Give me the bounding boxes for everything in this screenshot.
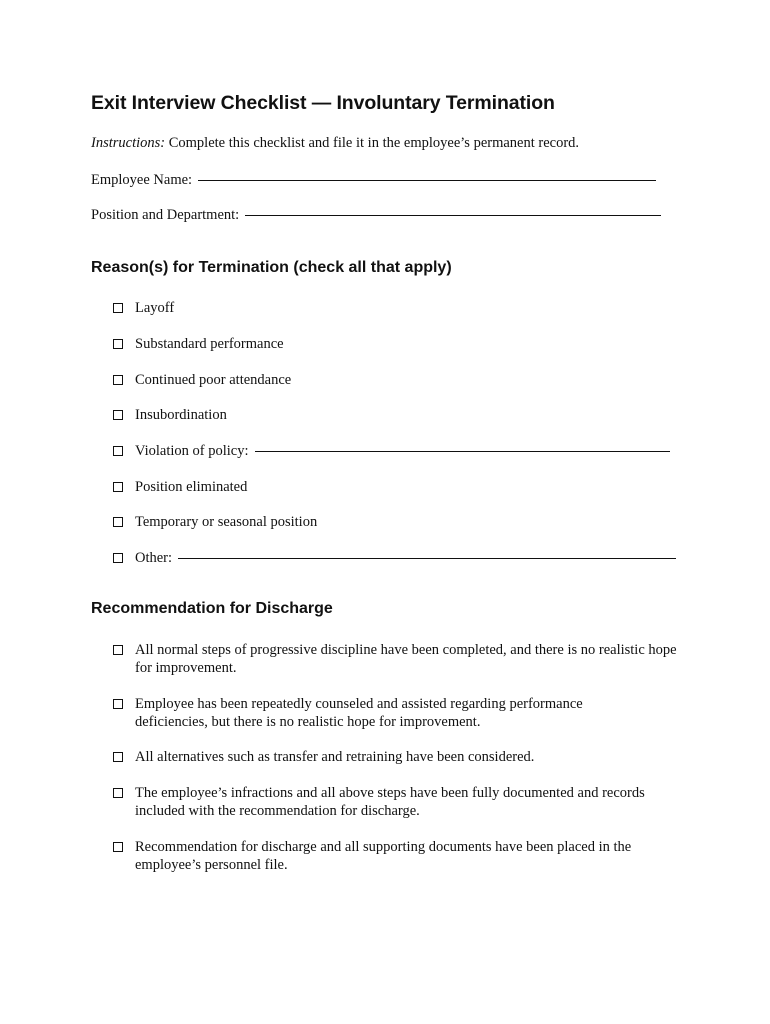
reason-label: Insubordination [135,407,227,423]
reason-item-poor-attendance [113,371,291,389]
position-department-input-line[interactable] [245,214,661,216]
reason-label: Continued poor attendance [135,372,292,388]
recommendation-checkbox-counseled[interactable] [113,699,123,709]
reason-checkbox-temporary-seasonal[interactable] [113,517,123,527]
reason-label: Violation of policy: [135,443,249,459]
recommendation-item-documented [113,784,680,820]
reason-item-violation-of-policy [113,442,670,460]
recommendation-item-alternatives [113,748,680,766]
reason-checkbox-insubordination[interactable] [113,410,123,420]
recommendation-label: All alternatives such as transfer and retraining have been considered. [135,749,535,765]
reason-label: Position eliminated [135,479,248,495]
reason-text-wrap [135,442,670,460]
recommendation-label: Recommendation for discharge and all supporting documents have been placed in the employee’s personnel file. [135,839,632,873]
recommendation-label: The employee’s infractions and all above steps have been fully documented and records included with the recommendation for discharge. [135,785,645,819]
reason-text-wrap [135,549,676,567]
reasons-heading: Reason(s) for Termination (check all that apply) [91,259,452,276]
reason-label: Temporary or seasonal position [135,514,318,530]
reason-checkbox-violation-of-policy[interactable] [113,446,123,456]
reason-checkbox-substandard-performance[interactable] [113,339,123,349]
employee-name-input-line[interactable] [198,179,656,181]
reason-item-position-eliminated [113,478,247,496]
reason-item-insubordination [113,406,227,424]
reason-item-layoff [113,299,174,317]
recommendation-heading: Recommendation for Discharge [91,600,333,617]
reason-checkbox-layoff[interactable] [113,303,123,313]
reason-checkbox-other[interactable] [113,553,123,563]
position-department-label: Position and Department: [91,207,240,223]
instructions-lead: Instructions: [91,135,166,151]
recommendation-checkbox-personnel-file[interactable] [113,842,123,852]
reason-label: Other: [135,550,173,566]
recommendation-item-progressive-discipline [113,641,680,677]
position-department-field [91,207,661,224]
employee-name-label: Employee Name: [91,172,193,188]
recommendation-item-counseled [113,695,615,731]
reason-label: Layoff [135,300,175,316]
reason-checkbox-position-eliminated[interactable] [113,482,123,492]
employee-name-field [91,172,656,189]
recommendation-checkbox-progressive-discipline[interactable] [113,645,123,655]
recommendation-label: Employee has been repeatedly counseled and assisted regarding performance deficiencies, but there is no realistic hope for improvement. [135,696,583,730]
reason-checkbox-poor-attendance[interactable] [113,375,123,385]
recommendation-checkbox-alternatives[interactable] [113,752,123,762]
recommendation-label: All normal steps of progressive discipline have been completed, and there is no realistic hope for improvement. [135,642,677,676]
reason-label: Substandard performance [135,336,284,352]
reason-item-other [113,549,676,567]
page-title: Exit Interview Checklist — Involuntary Termination [91,92,555,114]
violation-of-policy-input-line[interactable] [255,450,670,452]
recommendation-checkbox-documented[interactable] [113,788,123,798]
instructions-line [91,135,579,152]
recommendation-item-personnel-file [113,838,680,874]
instructions-text: Complete this checklist and file it in the employee’s permanent record. [165,135,580,151]
reason-item-substandard-performance [113,335,284,353]
other-input-line[interactable] [178,557,676,559]
reason-item-temporary-seasonal [113,513,317,531]
